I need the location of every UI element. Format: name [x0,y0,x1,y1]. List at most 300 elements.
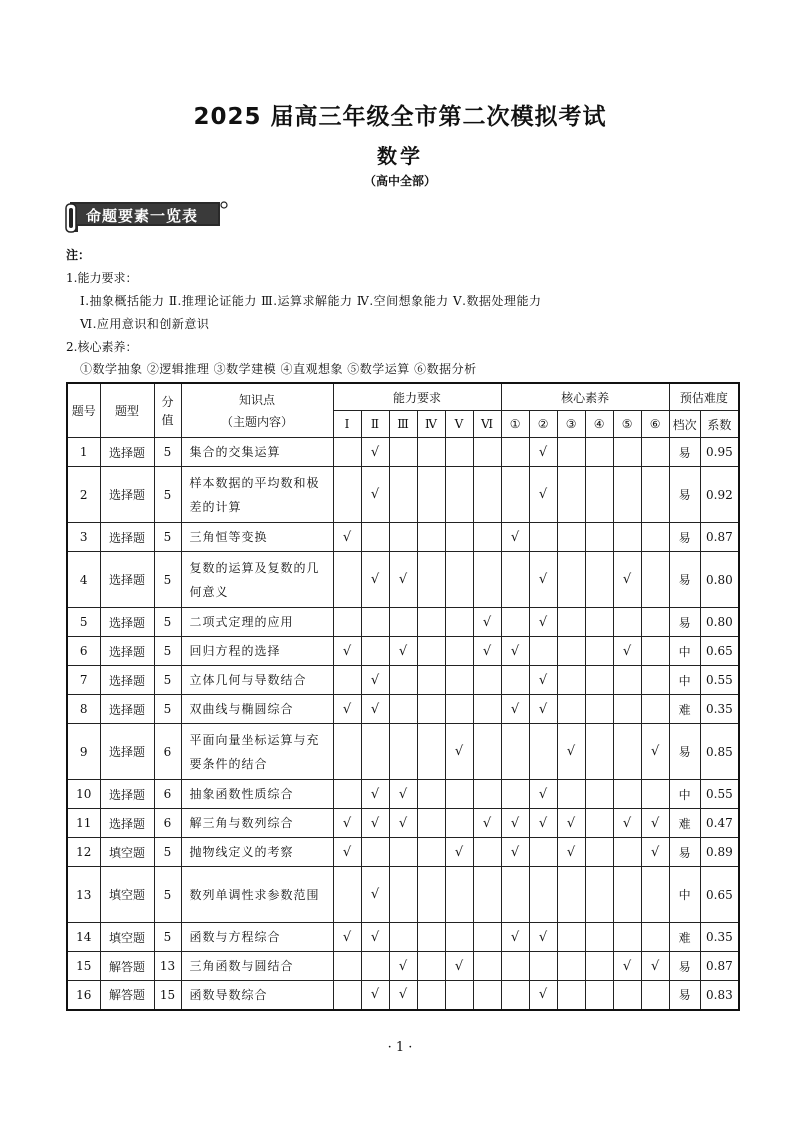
cell-ability-check [445,637,473,666]
cell-ability-check [361,637,389,666]
cell-ability-check [333,608,361,637]
cell-literacy-check: √ [529,552,557,608]
cell-literacy-check: √ [529,695,557,724]
cell-literacy-check [641,523,669,552]
cell-literacy-check [501,467,529,523]
cell-literacy-check: √ [529,666,557,695]
literacy-title: 2.核心素养： [66,340,138,354]
table-row [67,666,739,695]
cell-ability-check [333,724,361,780]
cell-ability-check: √ [445,838,473,867]
cell-literacy-check [585,981,613,1010]
cell-score: 5 [154,552,181,608]
cell-literacy-check [557,552,585,608]
cell-coef: 0.80 [700,608,739,637]
cell-literacy-check: √ [557,809,585,838]
cell-no: 9 [67,724,100,780]
cell-literacy-check: √ [529,923,557,952]
cell-literacy-check [557,608,585,637]
cell-literacy-check: √ [501,838,529,867]
cell-ability-check [417,724,445,780]
cell-level: 易 [669,552,700,608]
cell-score: 5 [154,666,181,695]
cell-coef: 0.92 [700,467,739,523]
cell-type: 选择题 [100,523,154,552]
cell-literacy-check [641,552,669,608]
cell-literacy-check [585,923,613,952]
cell-ability-check: √ [333,923,361,952]
cell-ability-check [361,838,389,867]
cell-no: 10 [67,780,100,809]
cell-literacy-check [501,780,529,809]
cell-literacy-check [641,780,669,809]
scope-label: （高中全部） [363,174,436,188]
cell-score: 5 [154,523,181,552]
cell-score: 5 [154,467,181,523]
cell-ability-check [389,838,417,867]
cell-ability-check [417,838,445,867]
cell-no: 4 [67,552,100,608]
header-topic-sub: （主题内容） [220,414,293,429]
cell-literacy-check: √ [557,838,585,867]
cell-level: 难 [669,809,700,838]
cell-level: 易 [669,608,700,637]
cell-ability-check [445,867,473,923]
table-row [67,438,739,467]
cell-literacy-check [585,809,613,838]
header-topic [181,383,333,438]
cell-literacy-check [613,981,641,1010]
cell-ability-check: √ [333,838,361,867]
cell-literacy-check: √ [529,809,557,838]
header-score: 分值 [154,383,181,438]
cell-no: 2 [67,467,100,523]
cell-level: 易 [669,467,700,523]
cell-literacy-check [501,608,529,637]
cell-level: 中 [669,637,700,666]
cell-topic: 数列单调性求参数范围 [181,867,333,923]
cell-literacy-check [501,552,529,608]
cell-type: 解答题 [100,981,154,1010]
cell-level: 中 [669,867,700,923]
cell-literacy-check [557,695,585,724]
cell-literacy-check [585,438,613,467]
cell-ability-check [445,923,473,952]
cell-coef: 0.83 [700,981,739,1010]
cell-coef: 0.87 [700,523,739,552]
cell-topic: 集合的交集运算 [181,438,333,467]
subject-title: 数学 [377,144,423,168]
proposition-elements-table [66,382,740,1011]
cell-no: 12 [67,838,100,867]
table-row [67,952,739,981]
cell-ability-check [389,438,417,467]
ability-title: 1.能力要求： [66,271,138,285]
cell-literacy-check [501,952,529,981]
cell-type: 填空题 [100,923,154,952]
cell-level: 中 [669,780,700,809]
cell-literacy-check [557,438,585,467]
page-title: 2025 届高三年级全市第二次模拟考试 [193,104,607,130]
cell-literacy-check [557,952,585,981]
cell-literacy-check [529,724,557,780]
cell-ability-check [445,695,473,724]
cell-literacy-check: √ [641,952,669,981]
cell-type: 选择题 [100,724,154,780]
cell-literacy-check: √ [641,838,669,867]
header-type: 题型 [100,383,154,438]
cell-ability-check [445,608,473,637]
cell-literacy-check [585,552,613,608]
table-row [67,981,739,1010]
cell-ability-check [333,666,361,695]
cell-level: 难 [669,923,700,952]
cell-coef: 0.65 [700,637,739,666]
cell-coef: 0.85 [700,724,739,780]
cell-no: 15 [67,952,100,981]
cell-ability-check [417,608,445,637]
cell-ability-check: √ [361,695,389,724]
literacy-col: ③ [557,411,585,438]
cell-ability-check: √ [361,467,389,523]
cell-ability-check: √ [361,923,389,952]
cell-no: 13 [67,867,100,923]
cell-literacy-check [557,467,585,523]
cell-coef: 0.95 [700,438,739,467]
cell-ability-check [445,438,473,467]
cell-ability-check [473,666,501,695]
cell-coef: 0.55 [700,780,739,809]
cell-literacy-check: √ [529,438,557,467]
table-row [67,552,739,608]
cell-literacy-check: √ [613,637,641,666]
header-difficulty: 预估难度 [669,383,739,411]
cell-ability-check: √ [361,438,389,467]
cell-level: 中 [669,666,700,695]
cell-topic: 函数导数综合 [181,981,333,1010]
cell-literacy-check [585,666,613,695]
cell-ability-check [473,952,501,981]
cell-literacy-check: √ [529,608,557,637]
literacy-col: ⑥ [641,411,669,438]
literacy-col: ① [501,411,529,438]
cell-literacy-check [501,438,529,467]
table-row [67,838,739,867]
cell-literacy-check [641,467,669,523]
cell-type: 选择题 [100,809,154,838]
header-ability: 能力要求 [333,383,501,411]
table-row [67,467,739,523]
cell-literacy-check [641,981,669,1010]
table-row [67,695,739,724]
cell-ability-check: √ [361,867,389,923]
cell-ability-check [417,867,445,923]
cell-coef: 0.65 [700,867,739,923]
cell-ability-check: √ [333,695,361,724]
cell-ability-check: √ [361,981,389,1010]
cell-type: 解答题 [100,952,154,981]
cell-score: 13 [154,952,181,981]
cell-type: 选择题 [100,438,154,467]
cell-topic: 立体几何与导数结合 [181,666,333,695]
cell-literacy-check [613,867,641,923]
literacy-list: ①数学抽象 ②逻辑推理 ③数学建模 ④直观想象 ⑤数学运算 ⑥数据分析 [80,362,477,376]
cell-topic: 解三角与数列综合 [181,809,333,838]
cell-ability-check [333,981,361,1010]
cell-ability-check [417,523,445,552]
cell-literacy-check [641,666,669,695]
cell-ability-check [417,637,445,666]
cell-literacy-check [529,867,557,923]
cell-level: 易 [669,724,700,780]
cell-literacy-check [641,438,669,467]
cell-ability-check: √ [333,523,361,552]
cell-no: 16 [67,981,100,1010]
cell-literacy-check [613,780,641,809]
cell-ability-check: √ [361,780,389,809]
cell-topic: 函数与方程综合 [181,923,333,952]
cell-ability-check [417,438,445,467]
cell-literacy-check: √ [613,809,641,838]
cell-ability-check [389,724,417,780]
cell-literacy-check [613,923,641,952]
cell-literacy-check [613,438,641,467]
cell-ability-check [473,552,501,608]
cell-literacy-check [585,867,613,923]
cell-ability-check [389,695,417,724]
cell-ability-check [333,952,361,981]
cell-level: 易 [669,838,700,867]
cell-ability-check [473,523,501,552]
cell-ability-check [361,952,389,981]
cell-no: 1 [67,438,100,467]
ability-col: Ⅲ [389,411,417,438]
ability-list-line1: Ⅰ.抽象概括能力 Ⅱ.推理论证能力 Ⅲ.运算求解能力 Ⅳ.空间想象能力 Ⅴ.数据处理能力 [80,294,542,308]
cell-score: 5 [154,608,181,637]
cell-ability-check [473,438,501,467]
cell-literacy-check [613,467,641,523]
cell-literacy-check [641,695,669,724]
cell-literacy-check [557,637,585,666]
cell-literacy-check: √ [529,780,557,809]
cell-score: 5 [154,438,181,467]
table-body [67,438,739,1010]
cell-ability-check [389,467,417,523]
cell-topic: 三角函数与圆结合 [181,952,333,981]
cell-literacy-check [501,867,529,923]
cell-ability-check: √ [473,637,501,666]
cell-literacy-check [585,695,613,724]
cell-level: 易 [669,438,700,467]
cell-literacy-check [529,952,557,981]
cell-literacy-check [529,523,557,552]
cell-literacy-check [585,523,613,552]
cell-level: 易 [669,952,700,981]
cell-topic: 回归方程的选择 [181,637,333,666]
cell-no: 14 [67,923,100,952]
cell-literacy-check: √ [501,637,529,666]
cell-ability-check: √ [445,724,473,780]
cell-coef: 0.89 [700,838,739,867]
cell-literacy-check: √ [501,923,529,952]
cell-ability-check [473,695,501,724]
cell-literacy-check [557,780,585,809]
cell-literacy-check [585,467,613,523]
cell-ability-check [417,780,445,809]
cell-type: 选择题 [100,552,154,608]
cell-literacy-check: √ [529,981,557,1010]
cell-ability-check [361,523,389,552]
cell-literacy-check [613,666,641,695]
cell-coef: 0.47 [700,809,739,838]
cell-ability-check: √ [361,666,389,695]
cell-literacy-check [557,923,585,952]
literacy-col: ④ [585,411,613,438]
cell-literacy-check: √ [613,552,641,608]
cell-literacy-check: √ [501,523,529,552]
cell-level: 易 [669,523,700,552]
cell-score: 5 [154,867,181,923]
cell-ability-check: √ [389,637,417,666]
cell-topic: 平面向量坐标运算与充要条件的结合 [181,724,333,780]
cell-ability-check: √ [473,809,501,838]
cell-ability-check [361,608,389,637]
cell-literacy-check [557,981,585,1010]
table-row [67,637,739,666]
cell-score: 5 [154,695,181,724]
cell-literacy-check: √ [557,724,585,780]
ability-col: Ⅴ [445,411,473,438]
cell-no: 6 [67,637,100,666]
cell-ability-check [333,867,361,923]
cell-ability-check [417,467,445,523]
banner-title: 命题要素一览表 [86,207,199,225]
cell-literacy-check [501,724,529,780]
cell-ability-check [445,809,473,838]
cell-ability-check [417,923,445,952]
cell-no: 7 [67,666,100,695]
cell-literacy-check [613,724,641,780]
table-row [67,867,739,923]
cell-topic: 抽象函数性质综合 [181,780,333,809]
cell-ability-check [473,838,501,867]
header-level: 档次 [669,411,700,438]
cell-ability-check [445,552,473,608]
cell-ability-check [333,780,361,809]
cell-type: 选择题 [100,467,154,523]
cell-topic: 二项式定理的应用 [181,608,333,637]
header-topic-main: 知识点 [238,392,275,407]
table-row [67,608,739,637]
cell-literacy-check [641,867,669,923]
cell-literacy-check [501,981,529,1010]
cell-topic: 三角恒等变换 [181,523,333,552]
table-row [67,523,739,552]
cell-type: 选择题 [100,608,154,637]
cell-literacy-check [529,838,557,867]
cell-ability-check [361,724,389,780]
cell-literacy-check: √ [641,809,669,838]
cell-literacy-check: √ [613,952,641,981]
cell-literacy-check: √ [641,724,669,780]
cell-score: 6 [154,780,181,809]
cell-type: 选择题 [100,695,154,724]
cell-ability-check: √ [389,809,417,838]
cell-type: 填空题 [100,838,154,867]
ability-col: Ⅳ [417,411,445,438]
cell-score: 15 [154,981,181,1010]
cell-ability-check [473,867,501,923]
cell-coef: 0.80 [700,552,739,608]
ability-list-line2: Ⅵ.应用意识和创新意识 [80,317,210,331]
cell-type: 填空题 [100,867,154,923]
cell-ability-check: √ [389,552,417,608]
cell-ability-check [389,867,417,923]
table-row [67,780,739,809]
cell-literacy-check [557,523,585,552]
cell-literacy-check: √ [501,695,529,724]
cell-ability-check: √ [389,981,417,1010]
cell-ability-check: √ [333,809,361,838]
cell-ability-check [417,952,445,981]
cell-no: 8 [67,695,100,724]
cell-ability-check [389,666,417,695]
page-number: · 1 · [387,1040,413,1055]
cell-ability-check [473,724,501,780]
cell-score: 6 [154,724,181,780]
cell-score: 6 [154,809,181,838]
cell-coef: 0.55 [700,666,739,695]
cell-score: 5 [154,923,181,952]
cell-literacy-check [557,867,585,923]
cell-ability-check [473,467,501,523]
cell-coef: 0.35 [700,923,739,952]
cell-literacy-check [529,637,557,666]
cell-ability-check [417,695,445,724]
cell-literacy-check [585,724,613,780]
header-literacy: 核心素养 [501,383,669,411]
cell-no: 5 [67,608,100,637]
cell-ability-check [417,552,445,608]
cell-ability-check: √ [333,637,361,666]
cell-literacy-check [613,523,641,552]
cell-literacy-check [641,637,669,666]
cell-literacy-check [641,608,669,637]
table-row [67,809,739,838]
cell-ability-check [417,981,445,1010]
cell-literacy-check [613,695,641,724]
cell-literacy-check [585,952,613,981]
cell-type: 选择题 [100,780,154,809]
cell-literacy-check: √ [529,467,557,523]
cell-literacy-check [613,838,641,867]
cell-ability-check [445,467,473,523]
cell-ability-check: √ [389,952,417,981]
cell-literacy-check [585,780,613,809]
cell-ability-check: √ [361,809,389,838]
cell-ability-check: √ [389,780,417,809]
literacy-col: ② [529,411,557,438]
cell-coef: 0.87 [700,952,739,981]
cell-coef: 0.35 [700,695,739,724]
cell-no: 3 [67,523,100,552]
table-row [67,724,739,780]
cell-ability-check [389,608,417,637]
cell-ability-check [473,780,501,809]
cell-ability-check [333,467,361,523]
table-row [67,923,739,952]
cell-topic: 抛物线定义的考察 [181,838,333,867]
